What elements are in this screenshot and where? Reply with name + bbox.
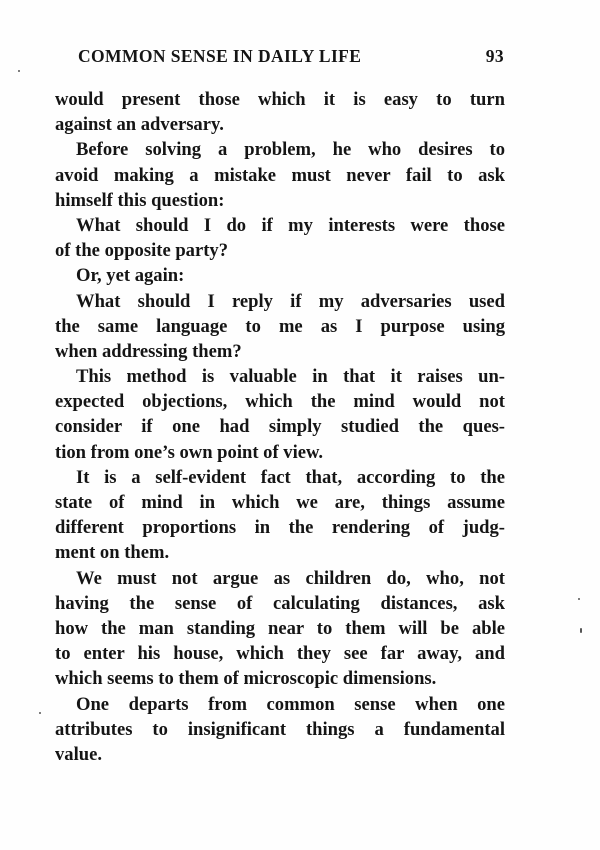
paragraph (55, 566, 505, 692)
text-line: What should I reply if my adversaries used (76, 290, 505, 312)
text-line: expected objections, which the mind would not (55, 391, 505, 413)
text-line: attributes to insignificant things a fundamental (55, 718, 505, 740)
text-line: having the sense of calculating distances, ask (55, 592, 505, 614)
text-line: of the opposite party? (55, 240, 229, 262)
text-line: Before solving a problem, he who desires to (76, 139, 505, 161)
text-line: ment on them. (55, 542, 170, 564)
text-line: It is a self-evident fact that, according to the (76, 466, 505, 488)
paragraph (55, 289, 505, 365)
paragraph (55, 364, 505, 465)
text-line: himself this question: (55, 189, 225, 211)
text-line: We must not argue as children do, who, not (76, 567, 505, 589)
page-number: 93 (485, 46, 504, 66)
scan-speck (39, 712, 41, 714)
paragraph (55, 465, 505, 566)
text-line: when addressing them? (55, 340, 242, 362)
text-line: how the man standing near to them will be able (55, 617, 505, 639)
text-line: What should I do if my interests were those (76, 214, 505, 236)
running-title: COMMON SENSE IN DAILY LIFE (78, 46, 362, 66)
paragraph (55, 692, 505, 768)
text-line: Or, yet again: (76, 265, 185, 287)
paragraph (55, 263, 505, 288)
paragraph (55, 137, 505, 213)
text-line: state of mind in which we are, things assume (55, 492, 505, 513)
scan-speck (578, 598, 580, 600)
text-line: avoid making a mistake must never fail to ask (55, 164, 505, 186)
text-line: would present those which it is easy to turn (55, 89, 505, 110)
paragraph (55, 213, 505, 263)
text-line: consider if one had simply studied the ques- (55, 416, 505, 438)
paragraph (55, 87, 505, 137)
text-line: to enter his house, which they see far away, and (55, 643, 505, 665)
page-body (55, 87, 505, 767)
text-line: value. (55, 743, 103, 765)
text-line: which seems to them of microscopic dimensions. (55, 668, 437, 690)
text-line: different proportions in the rendering of judg- (55, 517, 505, 539)
text-line: This method is valuable in that it raises un- (76, 366, 505, 388)
running-header (78, 46, 504, 67)
scan-speck (580, 628, 582, 633)
scan-speck (18, 70, 20, 72)
text-line: against an adversary. (55, 114, 224, 136)
text-line: One departs from common sense when one (76, 693, 505, 715)
text-line: tion from one’s own point of view. (55, 441, 324, 463)
text-line: the same language to me as I purpose using (55, 315, 505, 337)
